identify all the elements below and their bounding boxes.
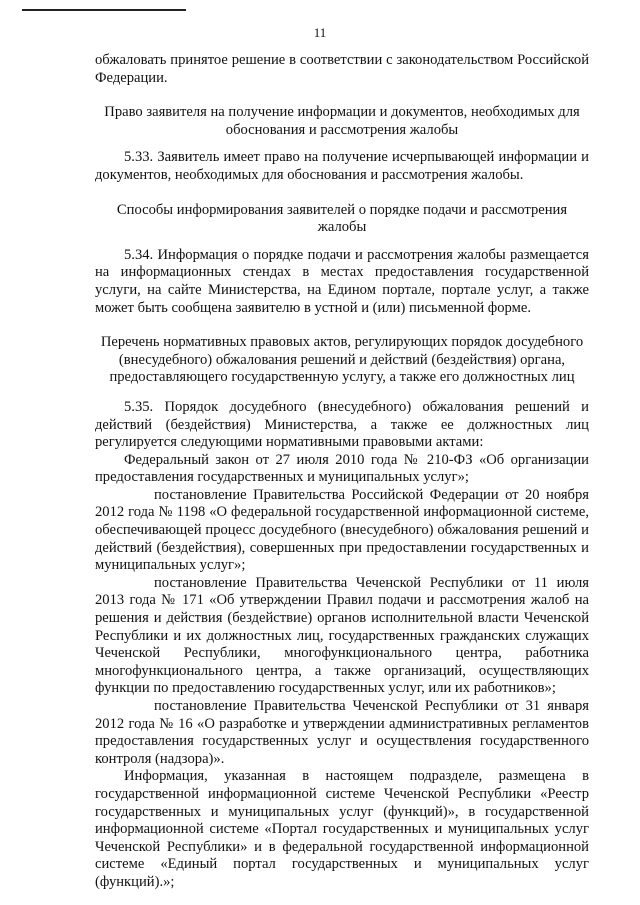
paragraph: Право заявителя на получение информации и документов, необходимых для обоснования и рассмотрения жалобы	[104, 104, 580, 138]
document-body	[95, 52, 589, 892]
paragraph: 5.33. Заявитель имеет право на получение исчерпывающей информации и документов, необходимых для обоснования и рассмотрения жалобы.	[95, 149, 589, 183]
paragraph: Перечень нормативных правовых актов, регулирующих порядок досудебного (внесудебного) обжалования решений и действий (бездействия) органа, предоставляющего государственную услугу, а также его должностных лиц	[100, 334, 584, 386]
paragraph: 5.35. Порядок досудебного (внесудебного) обжалования решений и действий (бездействия) Министерства, а также ее должностных лиц регулируется следующими нормативными правовыми актами:	[95, 398, 589, 451]
paragraph: Информация, указанная в настоящем подразделе, размещена в государственной информационной системе Чеченской Республики «Реестр государственных и муниципальных услуг (функций)», в государственной информационной системе «Портал государственных и муниципальных услуг Чеченской Республики» и в федеральной государственной информационной системе «Единый портал государственных и муниципальных услуг (функций).»;	[95, 768, 589, 890]
paragraph: обжаловать принятое решение в соответствии с законодательством Российской Федерации.	[95, 52, 589, 86]
paragraph: постановление Правительства Российской Федерации от 20 ноября 2012 года № 1198 «О федеральной государственной информационной системе, обеспечивающей процесс досудебного (внесудебного) обжалования решений и действий (бездействия), совершенных при предоставлении государственных и муниципальных услуг»;	[95, 486, 589, 574]
paragraph: Федеральный закон от 27 июля 2010 года № 210-ФЗ «Об организации предоставления государственных и муниципальных услуг»;	[95, 451, 589, 486]
top-rule	[22, 9, 186, 11]
page-number: 11	[313, 25, 327, 40]
paragraph: Способы информирования заявителей о порядке подачи и рассмотрения жалобы	[116, 201, 568, 236]
paragraph: постановление Правительства Чеченской Республики от 11 июля 2013 года № 171 «Об утверждении Правил подачи и рассмотрения жалоб на решения и действия (бездействие) органов исполнительной власти Чеченской Республики и их должностных лиц, государственных гражданских служащих Чеченской Республики, многофункционального центра, работника многофункционального центра, а также организаций, осуществляющих функции по предоставлению государственных услуг, или их работников»;	[95, 574, 589, 697]
paragraph: постановление Правительства Чеченской Республики от 31 января 2012 года № 16 «О разработке и утверждении административных регламентов предоставления государственных услуг и осуществления государственного контроля (надзора)».	[95, 698, 589, 767]
paragraph: 5.34. Информация о порядке подачи и рассмотрения жалобы размещается на информационных стендах в местах предоставления государственной услуги, на сайте Министерства, на Едином портале, портале услуг, а также может быть сообщена заявителю в устной и (или) письменной форме.	[95, 246, 589, 316]
